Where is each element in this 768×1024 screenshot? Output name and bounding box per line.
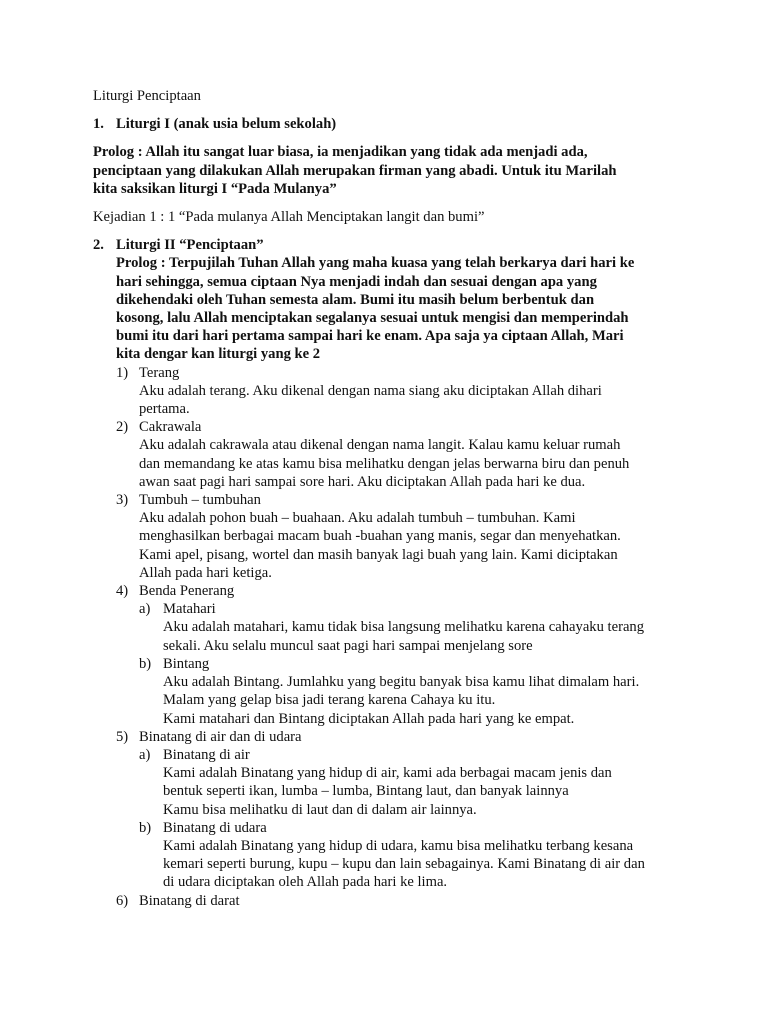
sub-item-title: Bintang xyxy=(163,655,210,672)
section-2-heading xyxy=(93,236,683,254)
item-number: 4) xyxy=(116,583,129,600)
sub-item-title: Binatang di udara xyxy=(163,819,267,836)
prolog-line: kita dengar kan liturgi yang ke 2 xyxy=(116,346,321,363)
prolog-line: penciptaan yang dilakukan Allah merupakan firman yang abadi. Untuk itu Marilah xyxy=(93,162,617,179)
sub-item-text: Kamu bisa melihatku di laut dan di dalam air lainnya. xyxy=(163,801,477,818)
list-item-binatang-air-udara xyxy=(116,728,683,892)
sub-item-letter: a) xyxy=(139,746,151,763)
list-item-tumbuhan xyxy=(116,491,683,582)
sub-item-text: Aku adalah matahari, kamu tidak bisa langsung melihatku karena cahayaku terang xyxy=(163,619,645,636)
item-title: Tumbuh – tumbuhan xyxy=(139,492,261,509)
sub-item-letter: a) xyxy=(139,601,151,618)
item-text: Aku adalah terang. Aku dikenal dengan nama siang aku diciptakan Allah dihari xyxy=(139,382,602,399)
item-text: Aku adalah pohon buah – buahaan. Aku adalah tumbuh – tumbuhan. Kami xyxy=(139,510,576,527)
section-2-title: Liturgi II “Penciptaan” xyxy=(116,237,264,254)
item-text: Aku adalah cakrawala atau dikenal dengan nama langit. Kalau kamu keluar rumah xyxy=(139,437,621,454)
section-2-prolog xyxy=(116,254,683,363)
document-page xyxy=(93,87,683,910)
sub-item-letter: b) xyxy=(139,819,152,836)
sub-item-text: Kami adalah Binatang yang hidup di udara, kamu bisa melihatku terbang kesana xyxy=(163,837,634,854)
item-title: Benda Penerang xyxy=(139,583,235,600)
item-number: 1) xyxy=(116,364,129,381)
item-text: pertama. xyxy=(139,401,190,418)
prolog-line: Prolog : Allah itu sangat luar biasa, ia menjadikan yang tidak ada menjadi ada, xyxy=(93,144,588,161)
section-1-title: Liturgi I (anak usia belum sekolah) xyxy=(116,116,337,133)
item-number: 2) xyxy=(116,419,129,436)
list-item-benda-penerang xyxy=(116,582,683,728)
prolog-line: Prolog : Terpujilah Tuhan Allah yang maha kuasa yang telah berkarya dari hari ke xyxy=(116,255,635,272)
list-item-binatang-darat xyxy=(116,892,683,910)
sub-item-text: kemari seperti burung, kupu – kupu dan lain sebagainya. Kami Binatang di air dan xyxy=(163,856,645,873)
sub-item-text: Malam yang gelap bisa jadi terang karena Cahaya ku itu. xyxy=(163,692,496,709)
sub-item-text: bentuk seperti ikan, lumba – lumba, Bintang laut, dan banyak lainnya xyxy=(163,783,569,800)
verse-reference: Kejadian 1 : 1 “Pada mulanya Allah Menciptakan langit dan bumi” xyxy=(93,209,485,226)
item-text: Kami apel, pisang, wortel dan masih banyak lagi buah yang lain. Kami diciptakan xyxy=(139,546,618,563)
sub-item-binatang-air xyxy=(139,746,683,819)
prolog-line: kosong, lalu Allah menciptakan segalanya sesuai untuk mengisi dan memperindah xyxy=(116,310,629,327)
sub-item-letter: b) xyxy=(139,655,152,672)
sub-item-text: sekali. Aku selalu muncul saat pagi hari sampai menjelang sore xyxy=(163,637,533,654)
sub-item-title: Matahari xyxy=(163,601,216,618)
item-title: Binatang di darat xyxy=(139,892,240,909)
prolog-line: hari sehingga, semua ciptaan Nya menjadi indah dan sesuai dengan apa yang xyxy=(116,273,597,290)
sub-item-matahari xyxy=(139,600,683,655)
list-item-cakrawala xyxy=(116,418,683,491)
item-title: Binatang di air dan di udara xyxy=(139,728,302,745)
item-text: awan saat pagi hari sampai sore hari. Aku diciptakan Allah pada hari ke dua. xyxy=(139,473,586,490)
item-text: menghasilkan berbagai macam buah -buahan yang manis, segar dan menyehatkan. xyxy=(139,528,621,545)
section-1-number: 1. xyxy=(93,116,104,133)
sub-item-text: Aku adalah Bintang. Jumlahku yang begitu banyak bisa kamu lihat dimalam hari. xyxy=(163,674,640,691)
sub-item-text: Kami matahari dan Bintang diciptakan Allah pada hari yang ke empat. xyxy=(163,710,575,727)
item-text: dan memandang ke atas kamu bisa melihatku dengan jelas berwarna biru dan penuh xyxy=(139,455,630,472)
prolog-line: dikehendaki oleh Tuhan semesta alam. Bumi itu masih belum berbentuk dan xyxy=(116,291,595,308)
prolog-line: bumi itu dari hari pertama sampai hari ke enam. Apa saja ya ciptaan Allah, Mari xyxy=(116,328,624,345)
item-text: Allah pada hari ketiga. xyxy=(139,564,272,581)
item-number: 6) xyxy=(116,892,129,909)
sub-item-bintang xyxy=(139,655,683,728)
sub-item-text: di udara diciptakan oleh Allah pada hari ke lima. xyxy=(163,874,448,891)
item-number: 3) xyxy=(116,492,129,509)
sub-item-binatang-udara xyxy=(139,819,683,892)
section-1-heading xyxy=(93,115,683,133)
sub-item-title: Binatang di air xyxy=(163,746,250,763)
section-1-prolog xyxy=(93,143,683,198)
prolog-line: kita saksikan liturgi I “Pada Mulanya” xyxy=(93,180,337,197)
item-title: Terang xyxy=(139,364,180,381)
section-2-number: 2. xyxy=(93,237,104,254)
item-title: Cakrawala xyxy=(139,419,202,436)
document-title: Liturgi Penciptaan xyxy=(93,88,201,104)
sub-item-text: Kami adalah Binatang yang hidup di air, kami ada berbagai macam jenis dan xyxy=(163,765,612,782)
item-number: 5) xyxy=(116,728,129,745)
list-item-terang xyxy=(116,364,683,419)
